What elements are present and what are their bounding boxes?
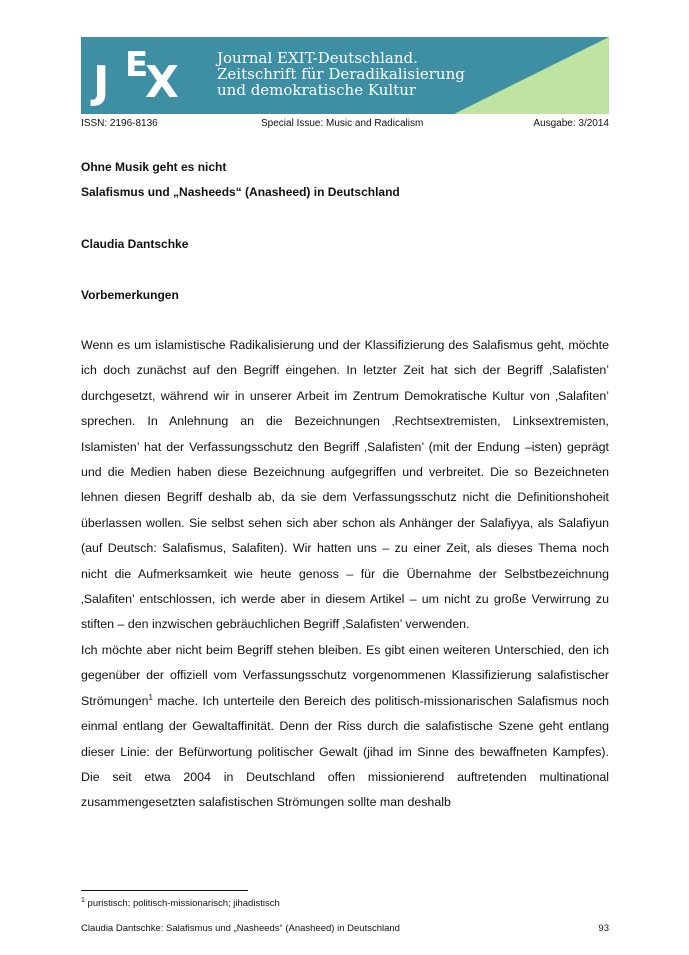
paragraph-2 bbox=[81, 638, 609, 816]
journal-name-line-2: Zeitschrift für Deradikalisierung bbox=[217, 65, 465, 83]
footnote-number: 1 bbox=[81, 897, 85, 904]
running-title: Claudia Dantschke: Salafismus und „Nasheeds“ (Anasheed) in Deutschland bbox=[81, 923, 400, 934]
footnote-reference[interactable]: 1 bbox=[148, 692, 153, 702]
page-number: 93 bbox=[598, 923, 609, 934]
issn: ISSN: 2196-8136 bbox=[81, 118, 158, 129]
article-body bbox=[81, 333, 609, 816]
journal-name-line-1: Journal EXIT-Deutschland. bbox=[217, 49, 418, 67]
article-title-line-2: Salafismus und „Nasheeds“ (Anasheed) in Deutschland bbox=[81, 185, 400, 199]
paragraph-1: Wenn es um islamistische Radikalisierung und der Klassifizierung des Salafismus geht, möchte ich doch zunächst auf den Begriff eingehen. In letzter Zeit hat sich der Begriff ‚Salafisten’ durchgesetzt, während wir in unserer Arbeit im Zentrum Demokratische Kultur von ‚Salafiten’ sprechen. In Anlehnung an die Bezeichnungen ‚Rechtsextremisten, Linksextremisten, Islamisten’ hat der Verfassungsschutz den Begriff ‚Salafisten’ (mit der Endung –isten) geprägt und die Medien haben diese Bezeichnung aufgegriffen und verbreitet. Die so Bezeichneten lehnen diesen Begriff deshalb ab, da sie dem Verfassungsschutz nicht die Definitionshoheit überlassen wollen. Sie selbst sehen sich aber schon als Anhänger der Salafiyya, als Salafiyun (auf Deutsch: Salafismus, Salafiten). Wir hatten uns – zu einer Zeit, als dieses Thema noch nicht die Aufmerksamkeit wie heute genoss – für die Übernahme der Selbstbezeichnung ‚Salafiten’ entschlossen, ich werde aber in diesem Artikel – um nicht zu große Verwirrung zu stiften – den inzwischen gebräuchlichen Begriff ‚Salafisten’ verwenden. bbox=[81, 338, 609, 632]
article-title-line-1: Ohne Musik geht es nicht bbox=[81, 160, 227, 174]
section-heading: Vorbemerkungen bbox=[81, 288, 179, 302]
journal-name bbox=[217, 50, 465, 98]
special-issue: Special Issue: Music and Radicalism bbox=[261, 118, 424, 129]
banner-green-triangle bbox=[454, 37, 609, 114]
footnote bbox=[81, 897, 280, 909]
footnote-divider bbox=[81, 890, 248, 891]
issue-number: Ausgabe: 3/2014 bbox=[533, 118, 609, 129]
paragraph-2-part-2: mache. Ich unterteile den Bereich des politisch-missionarischen Salafismus noch einmal entlang der Gewaltaffinität. Denn der Riss durch die salafistische Szene geht entlang dieser Linie: der Befürwortung politischer Gewalt (jihad im Sinne des bewaffneten Kampfes). Die seit etwa 2004 in Deutschland offen missionierend auftretenden multinational zusammengesetzten salafistischen Strömungen sollte man deshalb bbox=[81, 693, 609, 810]
author-name: Claudia Dantschke bbox=[81, 237, 189, 251]
journal-name-line-3: und demokratische Kultur bbox=[217, 81, 417, 99]
footnote-text: puristisch; politisch-missionarisch; jihadistisch bbox=[84, 898, 280, 910]
paragraph-2-part-1: Ich möchte aber nicht beim Begriff stehen bleiben. Es gibt einen weiteren Unterschied, den ich gegenüber der offiziell vom Verfassungsschutz vorgenommenen Klassifizierung salafistischer Strömungen bbox=[81, 642, 609, 708]
journal-banner bbox=[81, 37, 609, 114]
jex-logo: J E X bbox=[93, 45, 179, 108]
